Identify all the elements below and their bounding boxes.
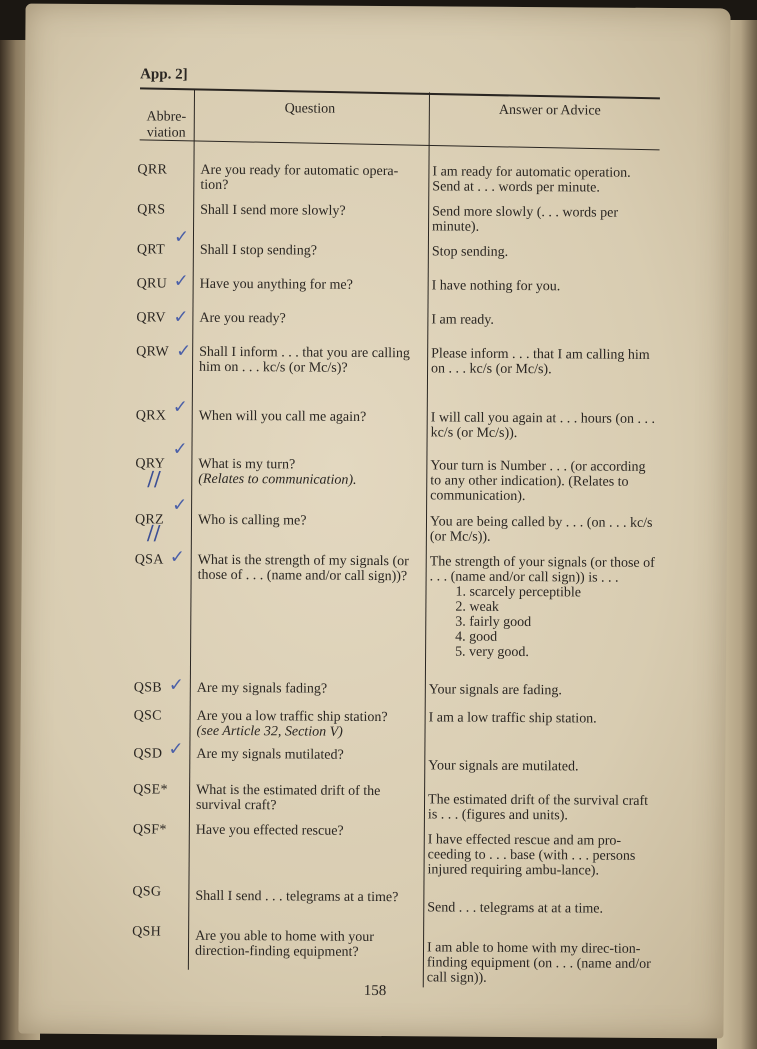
- abbreviation-cell: QRW: [136, 344, 170, 360]
- table-row: [25, 162, 730, 196]
- abbreviation-cell: QSB: [133, 680, 163, 696]
- pen-double-slash-icon: //: [146, 520, 161, 545]
- answer-cell: I will call you again at . . . hours (on . . . kc/s (or Mc/s)).: [430, 410, 656, 441]
- abbreviation-cell: QRS: [137, 202, 166, 218]
- pen-checkmark-icon: ✓: [172, 438, 188, 460]
- pen-checkmark-icon: ✓: [173, 306, 189, 328]
- table-row: [19, 924, 724, 986]
- question-cell: What is the estimated drift of the survival craft?: [195, 782, 381, 814]
- question-cell: Have you effected rescue?: [195, 822, 344, 839]
- table-row: [21, 680, 726, 699]
- header-rule: [140, 139, 660, 150]
- answer-cell: You are being called by . . . (on . . . kc/s (or Mc/s)).: [429, 514, 653, 545]
- question-text: What is my turn?: [198, 456, 296, 473]
- list-item: 1. scarcely perceptible: [455, 584, 582, 601]
- table-row: [22, 456, 727, 505]
- question-cell: Have you anything for me?: [199, 276, 353, 293]
- question-cell: Shall I stop sending?: [199, 242, 317, 259]
- pen-checkmark-icon: ✓: [173, 270, 189, 292]
- pen-double-slash-icon: //: [147, 466, 161, 491]
- question-cell: Are you ready?: [199, 310, 286, 327]
- abbreviation-cell: QSH: [132, 924, 162, 940]
- table-row: [24, 242, 729, 260]
- page-number: 158: [363, 982, 387, 1000]
- table-row: [21, 708, 726, 740]
- abbreviation-cell: QRV: [136, 310, 166, 326]
- table-row: [20, 746, 725, 775]
- answer-cell: Please inform . . . that I am calling him on . . . kc/s (or Mc/s).: [431, 346, 650, 378]
- question-cell: [198, 457, 416, 489]
- table-row: [23, 344, 728, 378]
- pen-checkmark-icon: ✓: [169, 546, 185, 568]
- pen-checkmark-icon: ✓: [168, 674, 185, 696]
- question-cell: Are my signals mutilated?: [196, 746, 344, 763]
- table-row: [24, 276, 729, 295]
- top-rule: [140, 87, 660, 99]
- table-row: [24, 202, 729, 235]
- question-cell: Who is calling me?: [197, 512, 307, 529]
- answer-cell: [429, 554, 658, 661]
- abbreviation-cell: QSC: [133, 708, 162, 724]
- question-cell: When will you call me again?: [198, 408, 367, 425]
- list-item: 4. good: [455, 629, 498, 645]
- question-cell: What is the strength of my signals (or those of . . . (name and/or call sign))?: [197, 552, 409, 585]
- abbreviation-cell: QRR: [137, 162, 168, 178]
- question-cell: Are my signals fading?: [196, 680, 328, 697]
- answer-text: The strength of your signals (or those of . . . (name and/or call sign)) is . . .: [429, 554, 655, 586]
- appendix-label: App. 2]: [140, 66, 188, 83]
- question-note: (see Article 32, Section V): [196, 723, 343, 740]
- strength-scale-list: [429, 584, 658, 661]
- answer-cell: Send more slowly (. . . words per minute).: [432, 204, 619, 235]
- question-note: (Relates to communication).: [198, 471, 357, 488]
- abbreviation-cell: QSE*: [133, 782, 168, 798]
- answer-cell: The estimated drift of the survival craft is . . . (figures and units).: [427, 792, 649, 824]
- abbreviation-cell: QRU: [136, 276, 168, 292]
- abbreviation-cell: QRX: [135, 408, 167, 424]
- book-page: [18, 4, 730, 1039]
- answer-cell: I am able to home with my direc-tion-finding equipment (on . . . (name and/or call sign)).: [426, 940, 651, 986]
- list-item: 2. weak: [455, 599, 499, 615]
- abbreviation-cell: QSG: [132, 884, 162, 900]
- pen-checkmark-icon: ✓: [172, 396, 188, 418]
- pen-checkmark-icon: ✓: [172, 494, 188, 516]
- table-row: [19, 884, 724, 917]
- pen-checkmark-icon: ✓: [173, 226, 190, 248]
- column-divider-1: [188, 90, 195, 970]
- answer-cell: I have effected rescue and am pro-ceeding to . . . base (with . . . persons injured requiring ambu-lance).: [427, 832, 636, 879]
- answer-cell: I am ready.: [431, 312, 494, 328]
- table-row: [22, 512, 727, 545]
- question-cell: Shall I inform . . . that you are calling him on . . . kc/s (or Mc/s)?: [199, 344, 410, 376]
- pen-checkmark-icon: ✓: [176, 340, 192, 362]
- abbreviation-cell: QRT: [136, 242, 166, 258]
- answer-cell: Your signals are fading.: [428, 682, 562, 699]
- answer-cell: Your signals are mutilated.: [428, 758, 579, 775]
- question-cell: Are you ready for automatic opera-tion?: [200, 162, 399, 193]
- question-cell: [196, 709, 414, 741]
- column-header-question: Question: [284, 101, 336, 117]
- table-row: [23, 310, 728, 328]
- answer-cell: Stop sending.: [431, 244, 509, 260]
- list-item: 5. very good.: [455, 644, 530, 661]
- abbreviation-cell: QSA: [134, 552, 164, 568]
- abbreviation-cell: QSD: [133, 746, 163, 762]
- question-cell: Shall I send more slowly?: [200, 202, 346, 219]
- table-row: [20, 782, 725, 824]
- answer-cell: I am a low traffic ship station.: [428, 710, 597, 727]
- column-header-abbreviation: Abbre-viation: [146, 109, 187, 141]
- answer-cell: I am ready for automatic operation. Send at . . . words per minute.: [432, 164, 631, 196]
- answer-cell: Your turn is Number . . . (or according to any other indication). (Relates to communication).: [430, 458, 646, 505]
- answer-cell: I have nothing for you.: [431, 278, 561, 295]
- table-row: [22, 552, 727, 661]
- question-text: Are you a low traffic ship station?: [196, 708, 388, 726]
- column-header-answer: Answer or Advice: [498, 102, 601, 119]
- abbreviation-cell: QRY: [135, 456, 166, 472]
- table-row: [23, 408, 728, 441]
- question-cell: Are you able to home with your direction-finding equipment?: [194, 928, 375, 960]
- abbreviation-cell: QSF*: [132, 822, 167, 838]
- question-cell: Shall I send . . . telegrams at a time?: [195, 888, 399, 906]
- pen-checkmark-icon: ✓: [168, 738, 184, 760]
- list-item: 3. fairly good: [455, 614, 532, 631]
- abbreviation-cell: QRZ: [134, 512, 164, 528]
- answer-cell: Send . . . telegrams at at a time.: [427, 900, 604, 917]
